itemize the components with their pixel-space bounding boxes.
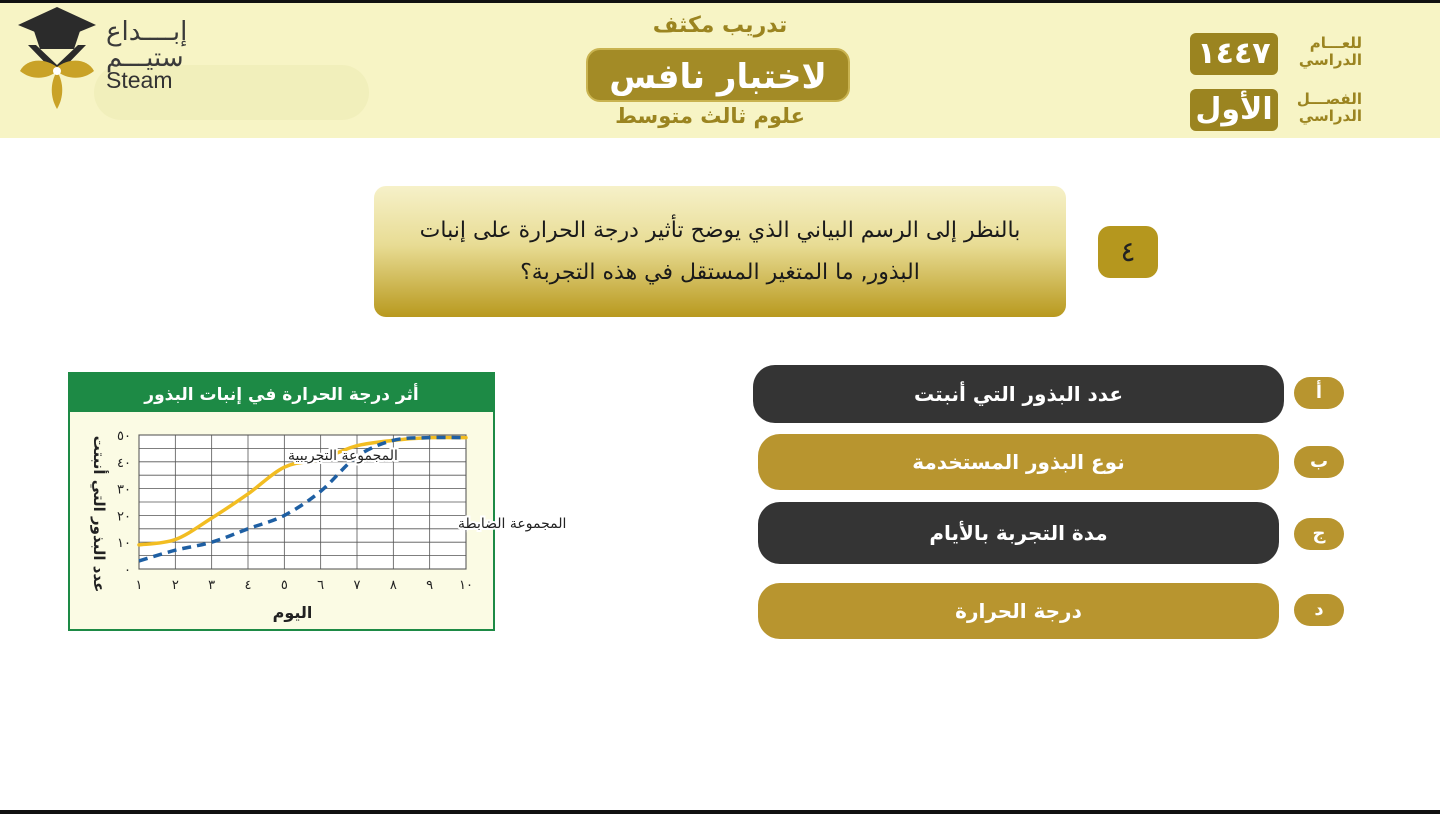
chart-y-tick-label: ٣٠	[117, 482, 131, 498]
chart-y-tick-label: ٤٠	[117, 455, 131, 471]
year-badge: ١٤٤٧	[1190, 33, 1278, 75]
chart-series-label-experimental: المجموعة التجريبية	[288, 448, 398, 464]
bottom-border	[0, 810, 1440, 814]
chart-x-tick-label: ٤	[244, 578, 252, 593]
option-d-letter[interactable]: د	[1294, 594, 1344, 626]
chart-x-tick-label: ٦	[317, 578, 325, 593]
option-c-letter[interactable]: ج	[1294, 518, 1344, 550]
header-banner	[0, 3, 1440, 138]
brand-logo	[14, 5, 364, 117]
chart-x-tick-label: ٩	[426, 578, 434, 593]
germination-chart	[68, 372, 567, 631]
term-badge: الأول	[1190, 89, 1278, 131]
option-b-letter[interactable]: ب	[1294, 446, 1344, 478]
chart-x-tick-label: ١	[135, 578, 143, 593]
chart-x-tick-label: ١٠	[459, 578, 473, 593]
option-a-text: عدد البذور التي أنبتت	[913, 382, 1124, 406]
chart-y-tick-label: ٥٠	[117, 429, 131, 444]
option-a-button[interactable]	[753, 365, 1284, 423]
question-number: ٤	[1098, 226, 1158, 278]
chart-x-axis-label: اليوم	[272, 603, 313, 622]
chart-title: أثر درجة الحرارة في إنبات البذور	[144, 385, 419, 405]
chart-y-tick-label: ٢٠	[117, 509, 131, 525]
chart-y-tick-label: ٠	[124, 563, 131, 578]
chart-x-tick-label: ٧	[353, 578, 361, 593]
option-d-text: درجة الحرارة	[955, 599, 1082, 623]
logo-text-arabic-2: ستيـــم	[106, 43, 184, 73]
logo-text-arabic-1: إبــــداع	[106, 17, 188, 47]
question-text: بالنظر إلى الرسم البياني الذي يوضح تأثير درجة الحرارة على إنبات البذور, ما المتغير المستقل في هذه التجربة؟	[419, 217, 1021, 285]
year-label: للعـــام الدراسي	[1298, 34, 1362, 69]
term-label: الفصـــل الدراسي	[1296, 90, 1362, 125]
chart-series-label-control: المجموعة الضابطة	[458, 516, 567, 532]
option-d-button[interactable]	[758, 583, 1279, 639]
header-main-title: لاختبار نافس	[586, 48, 850, 102]
option-a-letter[interactable]: أ	[1294, 377, 1344, 409]
chart-x-tick-label: ٢	[171, 578, 179, 593]
option-b-button[interactable]	[758, 434, 1279, 490]
option-b-text: نوع البذور المستخدمة	[912, 450, 1125, 474]
graduation-cap-leaf-icon	[14, 5, 100, 115]
question-box	[374, 186, 1066, 317]
logo-text-english: Steam	[106, 67, 173, 93]
option-c-text: مدة التجربة بالأيام	[929, 521, 1108, 545]
chart-y-axis-label: عدد البذور التي أنبتت	[90, 435, 108, 593]
chart-x-tick-label: ٨	[389, 578, 397, 593]
chart-y-tick-label: ١٠	[117, 536, 131, 552]
header-top-line: تدريب مكثف	[652, 13, 788, 38]
option-c-button[interactable]	[758, 502, 1279, 564]
header-subtitle: علوم ثالث متوسط	[615, 104, 805, 128]
chart-x-tick-label: ٥	[280, 578, 288, 593]
chart-x-tick-label: ٣	[208, 578, 216, 593]
chart-svg	[70, 374, 567, 629]
